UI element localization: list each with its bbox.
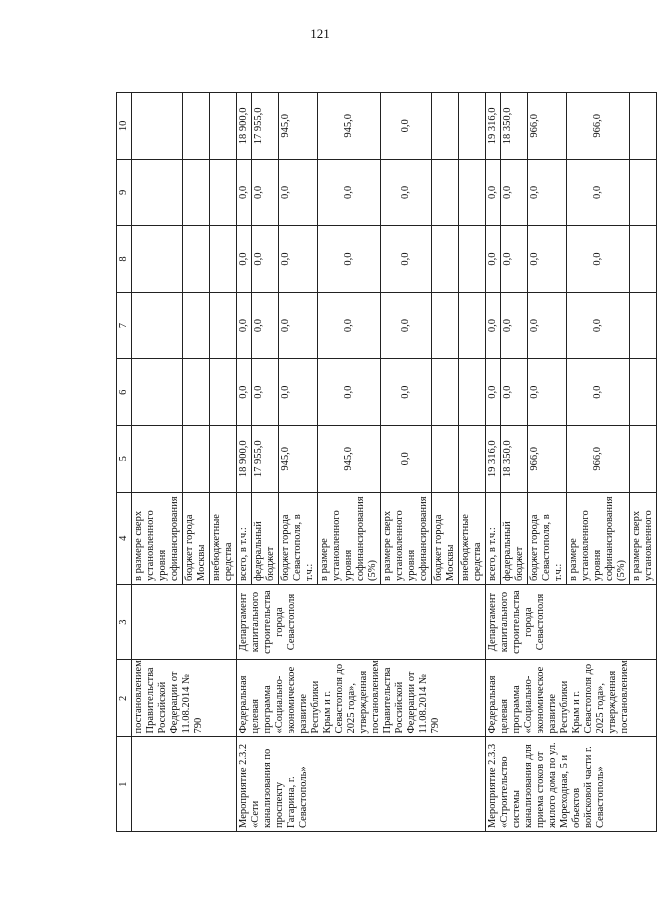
source-label: всего, в т.ч.: [237, 492, 252, 584]
value-cell [432, 93, 459, 160]
value-cell [132, 93, 183, 160]
value-cell: 0,0 [567, 359, 630, 426]
column-header: 8 [117, 226, 132, 293]
value-cell [630, 226, 657, 293]
value-cell [183, 426, 210, 493]
column-header: 4 [117, 492, 132, 584]
value-cell [432, 226, 459, 293]
value-cell [630, 93, 657, 160]
value-cell [183, 93, 210, 160]
value-cell: 945,0 [318, 93, 381, 160]
rotated-table-container [116, 92, 654, 832]
value-cell: 966,0 [528, 426, 567, 493]
value-cell: 0,0 [528, 159, 567, 226]
column-header: 10 [117, 93, 132, 160]
value-cell [432, 159, 459, 226]
table-row [237, 93, 252, 832]
value-cell: 17 955,0 [252, 93, 279, 160]
value-cell: 0,0 [381, 93, 432, 160]
value-cell [183, 159, 210, 226]
value-cell [183, 226, 210, 293]
value-cell: 966,0 [567, 93, 630, 160]
value-cell [210, 159, 237, 226]
value-cell: 0,0 [501, 226, 528, 293]
value-cell [132, 292, 183, 359]
value-cell: 0,0 [381, 159, 432, 226]
column-header: 2 [117, 660, 132, 737]
value-cell [132, 359, 183, 426]
value-cell [459, 159, 486, 226]
column-header: 6 [117, 359, 132, 426]
column-header: 7 [117, 292, 132, 359]
executor-cell: Департамент капитального строительства города Севастополя [486, 584, 657, 659]
value-cell [210, 359, 237, 426]
value-cell: 0,0 [501, 359, 528, 426]
source-label: в размере сверх установленного уровня софинансирования [132, 492, 183, 584]
source-label: в размере установленного уровня софинансирования (5%) [567, 492, 630, 584]
source-label: внебюджетные средства [210, 492, 237, 584]
value-cell: 0,0 [252, 159, 279, 226]
value-cell: 0,0 [501, 292, 528, 359]
column-header: 5 [117, 426, 132, 493]
value-cell: 19 316,0 [486, 426, 501, 493]
value-cell: 0,0 [252, 292, 279, 359]
source-label: бюджет города Москвы [432, 492, 459, 584]
column-header: 1 [117, 737, 132, 832]
value-cell [210, 226, 237, 293]
value-cell [210, 292, 237, 359]
value-cell [459, 292, 486, 359]
source-label: всего, в т.ч.: [486, 492, 501, 584]
value-cell: 945,0 [279, 93, 318, 160]
measure-name-cell [132, 737, 237, 832]
value-cell: 0,0 [252, 359, 279, 426]
value-cell: 0,0 [279, 226, 318, 293]
value-cell [183, 359, 210, 426]
value-cell [630, 426, 657, 493]
value-cell [132, 426, 183, 493]
source-label: бюджет города Севастополя, в т.ч.: [528, 492, 567, 584]
value-cell [459, 226, 486, 293]
page-number: 121 [310, 26, 330, 41]
value-cell: 18 900,0 [237, 426, 252, 493]
value-cell [459, 426, 486, 493]
value-cell: 0,0 [279, 159, 318, 226]
value-cell: 18 900,0 [237, 93, 252, 160]
column-header: 3 [117, 584, 132, 659]
value-cell: 0,0 [381, 226, 432, 293]
measure-name-cell: Мероприятие 2.3.3 «Строительство системы канализования для приема стоков от жилого дома по ул. Мореходная, 5 и объектов войсковой части г. Севастополь» [486, 737, 657, 832]
value-cell: 0,0 [567, 159, 630, 226]
value-cell: 0,0 [381, 426, 432, 493]
financing-table [116, 92, 657, 832]
program-cell: Федеральная целевая программа «Социально-экономическое развитие Республики Крым и г. Севастополя до 2025 года», утвержденная постановлением Правительства Российской Федерации от 11.08.2014 № 790 [237, 660, 486, 737]
value-cell: 0,0 [381, 292, 432, 359]
source-label: бюджет города Севастополя, в т.ч.: [279, 492, 318, 584]
value-cell: 19 316,0 [486, 93, 501, 160]
value-cell [210, 93, 237, 160]
value-cell: 0,0 [318, 292, 381, 359]
value-cell: 0,0 [318, 359, 381, 426]
value-cell: 0,0 [528, 292, 567, 359]
value-cell: 18 350,0 [501, 426, 528, 493]
value-cell: 0,0 [279, 359, 318, 426]
value-cell [132, 226, 183, 293]
table-row [132, 93, 183, 832]
value-cell: 0,0 [501, 159, 528, 226]
value-cell: 0,0 [528, 226, 567, 293]
value-cell: 0,0 [567, 292, 630, 359]
value-cell: 0,0 [237, 292, 252, 359]
source-label: бюджет города Москвы [183, 492, 210, 584]
value-cell [630, 292, 657, 359]
table-row [486, 93, 501, 832]
value-cell [210, 426, 237, 493]
program-cell: Федеральная целевая программа «Социально-экономическое развитие Республики Крым и г. Севастополя до 2025 года», утвержденная постановлением [486, 660, 657, 737]
executor-cell: Департамент капитального строительства города Севастополя [237, 584, 486, 659]
source-label: внебюджетные средства [459, 492, 486, 584]
value-cell: 945,0 [279, 426, 318, 493]
value-cell: 0,0 [318, 159, 381, 226]
value-cell: 0,0 [318, 226, 381, 293]
value-cell: 0,0 [486, 292, 501, 359]
column-number-row [117, 93, 132, 832]
value-cell: 966,0 [528, 93, 567, 160]
value-cell: 0,0 [528, 359, 567, 426]
program-cell: постановлением Правительства Российской Федерации от 11.08.2014 № 790 [132, 660, 237, 737]
value-cell [432, 359, 459, 426]
value-cell: 0,0 [237, 359, 252, 426]
value-cell [459, 359, 486, 426]
value-cell [183, 292, 210, 359]
value-cell [630, 359, 657, 426]
value-cell: 0,0 [252, 226, 279, 293]
value-cell [132, 159, 183, 226]
value-cell: 945,0 [318, 426, 381, 493]
column-header: 9 [117, 159, 132, 226]
value-cell: 0,0 [237, 159, 252, 226]
source-label: в размере установленного уровня софинансирования (5%) [318, 492, 381, 584]
value-cell: 0,0 [486, 359, 501, 426]
value-cell: 0,0 [486, 226, 501, 293]
value-cell: 0,0 [486, 159, 501, 226]
value-cell: 0,0 [237, 226, 252, 293]
executor-cell [132, 584, 237, 659]
value-cell: 0,0 [567, 226, 630, 293]
value-cell: 18 350,0 [501, 93, 528, 160]
value-cell [432, 292, 459, 359]
value-cell: 0,0 [279, 292, 318, 359]
source-label: федеральный бюджет [501, 492, 528, 584]
value-cell: 0,0 [381, 359, 432, 426]
source-label: федеральный бюджет [252, 492, 279, 584]
value-cell [630, 159, 657, 226]
source-label: в размере сверх установленного [630, 492, 657, 584]
value-cell: 966,0 [567, 426, 630, 493]
measure-name-cell: Мероприятие 2.3.2 «Сети канализования по проспекту Гагарина, г. Севастополь» [237, 737, 486, 832]
value-cell [459, 93, 486, 160]
value-cell: 17 955,0 [252, 426, 279, 493]
source-label: в размере сверх установленного уровня софинансирования [381, 492, 432, 584]
value-cell [432, 426, 459, 493]
